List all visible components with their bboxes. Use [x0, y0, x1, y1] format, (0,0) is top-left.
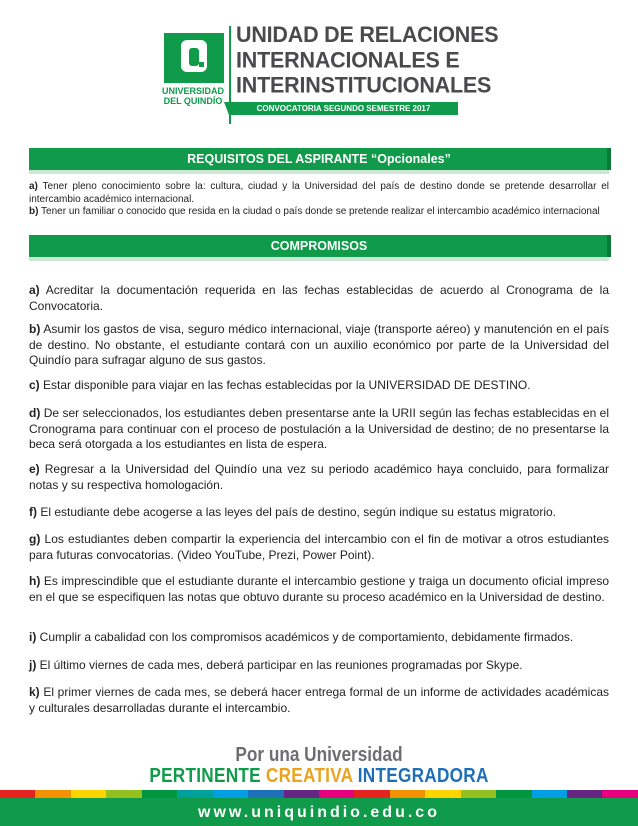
slogan-line-1: Por una Universidad	[235, 744, 403, 766]
item-text: El último viernes de cada mes, deberá participar en las reuniones programadas por Skype.	[36, 658, 523, 672]
compromisos-heading-shadow	[29, 257, 609, 261]
item-text: Tener pleno conocimiento sobre la: cultura, ciudad y la Universidad del país de destino donde se pretende desarrollar el intercambio académico internacional.	[29, 181, 609, 205]
item-text: Asumir los gastos de visa, seguro médico internacional, viaje (transporte aéreo) y manutención en el país de destino. No obstante, el estudiante contará con un auxilio económico por parte de la Universidad del Quindío para sufragar alguno de sus gastos.	[29, 322, 609, 367]
slogan-word-pertinente: PERTINENTE	[149, 765, 261, 787]
item-text: Cumplir a cabalidad con los compromisos académicos y de comportamiento, debidamente firmados.	[36, 630, 574, 644]
requisitos-heading-shadow	[29, 170, 609, 174]
item-text: Tener un familiar o conocido que resida en la ciudad o país donde se pretende realizar el intercambio académico internacional	[38, 206, 600, 217]
logo-q-tail	[199, 62, 204, 67]
item-label: d)	[29, 406, 41, 420]
compromiso-item-j	[29, 658, 609, 674]
item-label: i)	[29, 630, 37, 644]
document-header	[0, 0, 638, 135]
item-label: e)	[29, 462, 40, 476]
item-text: Estar disponible para viajar en las fechas establecidas por la UNIVERSIDAD DE DESTINO.	[39, 378, 531, 392]
title-line-1: UNIDAD DE RELACIONES	[236, 22, 499, 48]
item-text: Regresar a la Universidad del Quindío una vez su periodo académico haya concluido, para formalizar notas y su respectiva homologación.	[29, 462, 609, 492]
item-text: De ser seleccionados, los estudiantes deben presentarse ante la URII según las fechas establecidas en el Cronograma para continuar con el proceso de postulación a la Universidad de destino; de no presentarse la beca será otorgada a los estudiantes en lista de espera.	[29, 406, 609, 451]
item-label: f)	[29, 505, 37, 519]
title-line-3: INTERINSTITUCIONALES	[236, 72, 492, 98]
compromiso-item-a	[29, 283, 609, 314]
footer-band	[0, 790, 638, 826]
compromiso-item-k	[29, 685, 609, 716]
compromiso-item-i	[29, 630, 609, 646]
item-label: a)	[29, 283, 40, 297]
item-label: k)	[29, 685, 40, 699]
requisitos-heading: REQUISITOS DEL ASPIRANTE “Opcionales”	[29, 148, 609, 170]
item-label: b)	[29, 206, 39, 217]
compromiso-item-b	[29, 322, 609, 369]
item-label: b)	[29, 322, 41, 336]
logo-line-1: UNIVERSIDAD	[161, 86, 224, 96]
logo-line-2: DEL QUINDÍO	[163, 96, 223, 106]
slogan-line-2	[45, 765, 594, 788]
requisito-item-b	[29, 206, 609, 219]
item-text: El estudiante debe acogerse a las leyes del país de destino, según indique su estatus migratorio.	[37, 505, 556, 519]
slogan-word-creativa: CREATIVA	[265, 765, 353, 787]
unit-title	[236, 22, 536, 98]
requisito-item-a	[29, 181, 609, 206]
website-link[interactable]: www.uniquindio.edu.co	[198, 804, 440, 821]
compromiso-item-g	[29, 532, 609, 563]
title-line-2: INTERNACIONALES E	[236, 47, 460, 73]
convocatoria-banner: CONVOCATORIA SEGUNDO SEMESTRE 2017	[229, 102, 458, 115]
item-label: h)	[29, 574, 41, 588]
item-text: Los estudiantes deben compartir la experiencia del intercambio con el fin de motivar a otros estudiantes para futuras convocatorias. (Video YouTube, Prezi, Power Point).	[29, 532, 609, 562]
compromisos-heading: COMPROMISOS	[29, 235, 609, 257]
item-text: El primer viernes de cada mes, se deberá hacer entrega formal de un informe de actividades académicas y culturales desarrolladas durante el intercambio.	[29, 685, 609, 715]
compromiso-item-f	[29, 505, 609, 521]
compromiso-item-e	[29, 462, 609, 493]
item-label: j)	[29, 658, 37, 672]
slogan-word-integradora: INTEGRADORA	[357, 765, 489, 787]
compromiso-item-c	[29, 378, 609, 394]
compromiso-item-d	[29, 406, 609, 453]
item-label: a)	[29, 181, 38, 192]
item-label: c)	[29, 378, 40, 392]
item-text: Acreditar la documentación requerida en las fechas establecidas de acuerdo al Cronograma de la Convocatoria.	[29, 283, 609, 313]
logo-q-inner	[189, 48, 199, 66]
item-text: Es imprescindible que el estudiante durante el intercambio gestione y traiga un documento oficial impreso en el que se especifiquen las notas que obtuvo durante su proceso académico en la Universidad de destino.	[29, 574, 609, 604]
item-label: g)	[29, 532, 41, 546]
compromiso-item-h	[29, 574, 609, 605]
footer-color-strip	[0, 790, 638, 798]
